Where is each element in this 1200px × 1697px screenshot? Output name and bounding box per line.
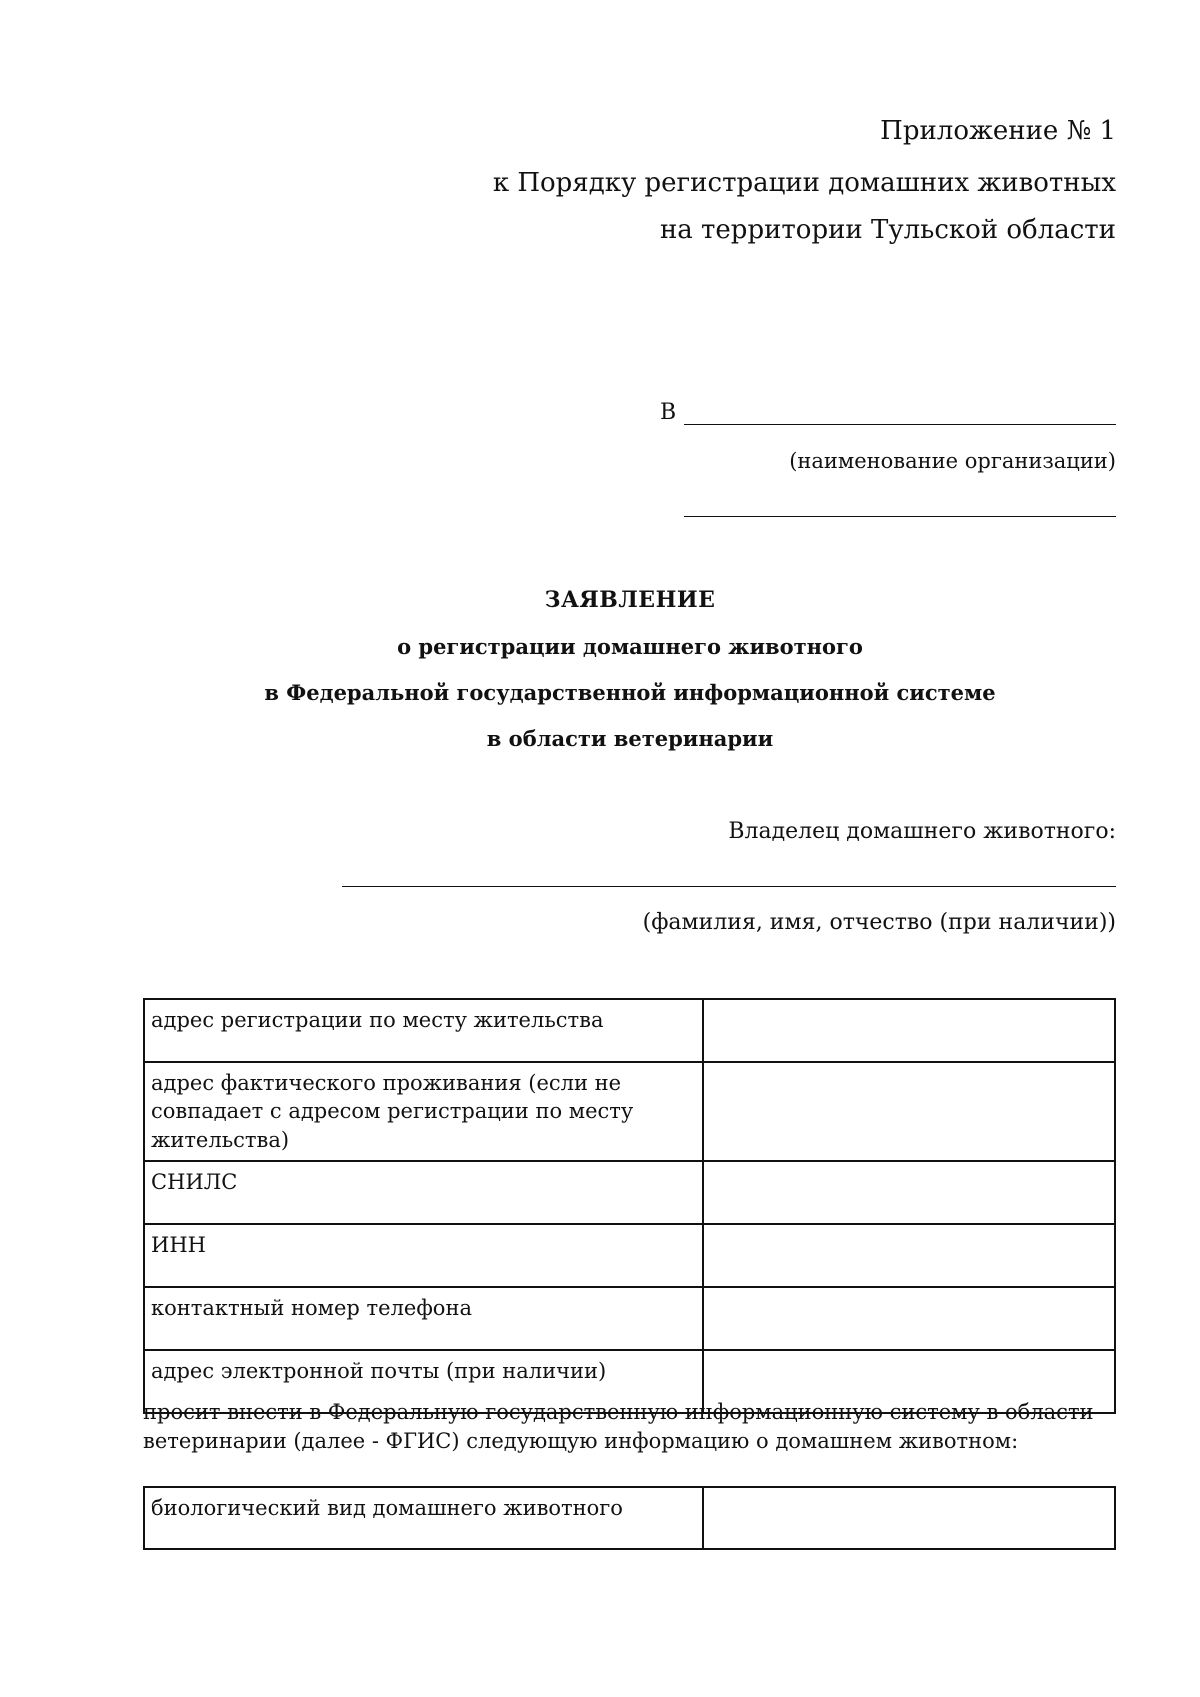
owner-name-caption: (фамилия, имя, отчество (при наличии))	[642, 910, 1116, 935]
registration-address-label: адрес регистрации по месту жительства	[144, 999, 703, 1062]
inn-label: ИНН	[144, 1224, 703, 1287]
request-text: просит внести в Федеральную государственную информационную систему в области ветеринарии (далее - ФГИС) следующую информацию о домашнем животном:	[143, 1400, 1094, 1454]
document-subtitle-3: в области ветеринарии	[486, 726, 774, 751]
document-title: ЗАЯВЛЕНИЕ	[544, 587, 716, 613]
document-subtitle-1: о регистрации домашнего животного	[397, 634, 863, 659]
actual-address-field[interactable]	[703, 1062, 1115, 1161]
table-row	[144, 1161, 1115, 1224]
table-row	[144, 999, 1115, 1062]
snils-label: СНИЛС	[144, 1161, 703, 1224]
addressee-prefix: В	[660, 400, 677, 425]
organization-name-field[interactable]	[684, 424, 1116, 425]
animal-species-label: биологический вид домашнего животного	[144, 1487, 703, 1549]
snils-field[interactable]	[703, 1161, 1115, 1224]
document-subtitle-2: в Федеральной государственной информационной системе	[264, 680, 996, 705]
owner-name-field[interactable]	[342, 886, 1116, 887]
organization-extra-field[interactable]	[684, 516, 1116, 517]
table-row	[144, 1287, 1115, 1350]
animal-species-field[interactable]	[703, 1487, 1115, 1549]
appendix-number: Приложение № 1	[880, 116, 1116, 146]
addressee-row	[660, 400, 1116, 434]
email-label: адрес электронной почты (при наличии)	[144, 1350, 703, 1413]
table-row	[144, 1224, 1115, 1287]
phone-label: контактный номер телефона	[144, 1287, 703, 1350]
appendix-region: на территории Тульской области	[659, 215, 1116, 245]
phone-field[interactable]	[703, 1287, 1115, 1350]
actual-address-label: адрес фактического проживания (если не совпадает с адресом регистрации по месту жительства)	[144, 1062, 703, 1161]
appendix-reference: к Порядку регистрации домашних животных	[492, 168, 1116, 198]
animal-info-table	[143, 1486, 1116, 1550]
inn-field[interactable]	[703, 1224, 1115, 1287]
table-row	[144, 1487, 1115, 1549]
table-row	[144, 1062, 1115, 1161]
registration-address-field[interactable]	[703, 999, 1115, 1062]
owner-info-table	[143, 998, 1116, 1414]
owner-label: Владелец домашнего животного:	[728, 819, 1116, 844]
organization-caption: (наименование организации)	[789, 449, 1116, 473]
